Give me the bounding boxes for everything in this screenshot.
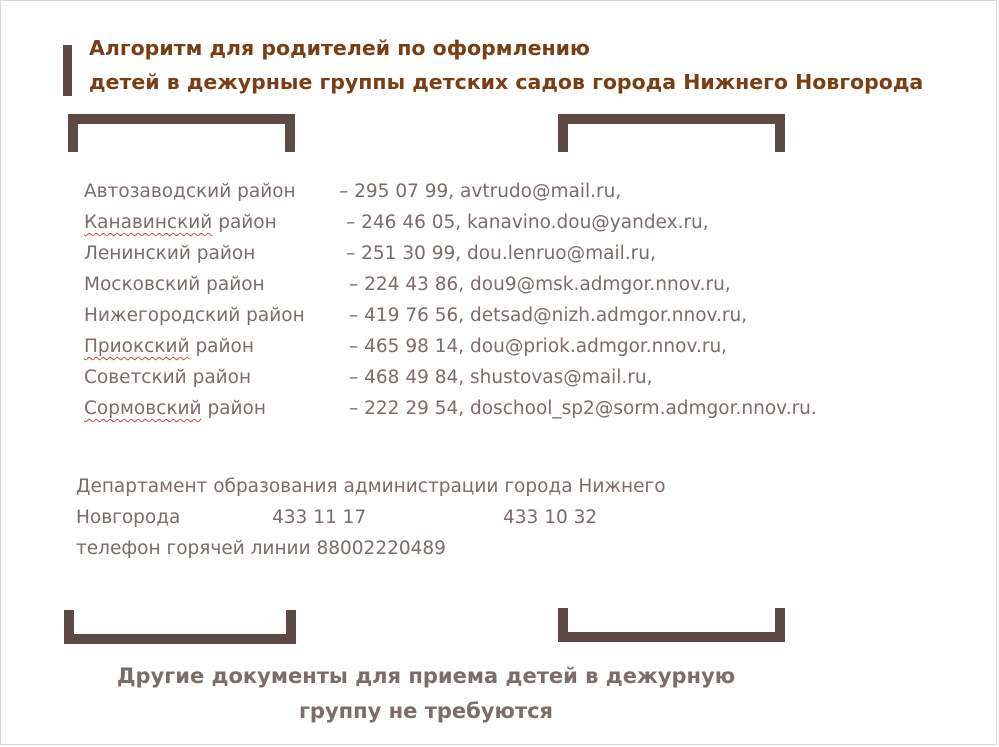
district-contact: – 222 29 54, doschool_sp2@sorm.admgor.nnov.ru. xyxy=(349,398,817,419)
district-name: Ленинский район xyxy=(84,243,256,264)
district-contact: – 465 98 14, dou@priok.admgor.nnov.ru, xyxy=(349,336,728,357)
bracket-top-left xyxy=(68,114,295,152)
bracket-top-right xyxy=(558,114,785,152)
department-line-1: Департамент образования администрации города Нижнего xyxy=(76,476,666,497)
hotline-phone: телефон горячей линии 88002220489 xyxy=(76,538,446,559)
district-contact: – 251 30 99, dou.lenruo@mail.ru, xyxy=(346,243,656,264)
district-name xyxy=(84,393,266,424)
bracket-bottom-right xyxy=(558,608,785,642)
district-name xyxy=(84,331,254,362)
district-contact: – 295 07 99, avtrudo@mail.ru, xyxy=(339,181,622,202)
footer-note xyxy=(1,659,851,729)
district-name: Нижегородский район xyxy=(84,305,305,326)
page-title xyxy=(89,31,923,99)
department-info xyxy=(76,471,666,564)
district-name: Автозаводский район xyxy=(84,181,296,202)
district-name-rest: район xyxy=(189,336,254,357)
district-name-rest: район xyxy=(212,212,277,233)
department-phone-2: 433 10 32 xyxy=(503,507,598,528)
department-phone-1: 433 11 17 xyxy=(272,507,367,528)
district-contact: – 468 49 84, shustovas@mail.ru, xyxy=(349,367,653,388)
department-line-2 xyxy=(76,502,666,533)
district-contact: – 419 76 56, detsad@nizh.admgor.nnov.ru, xyxy=(349,305,748,326)
district-name: Советский район xyxy=(84,367,252,388)
title-accent-bar xyxy=(63,45,72,96)
district-name xyxy=(84,207,277,238)
district-name: Московский район xyxy=(84,274,265,295)
district-contact: – 246 46 05, kanavino.dou@yandex.ru, xyxy=(346,212,709,233)
district-contact: – 224 43 86, dou9@msk.admgor.nnov.ru, xyxy=(349,274,731,295)
title-line-1: Алгоритм для родителей по оформлению xyxy=(89,36,590,60)
district-name-spell: Канавинский xyxy=(84,212,213,233)
bracket-bottom-left xyxy=(64,610,296,644)
footer-line-2: группу не требуются xyxy=(298,699,554,723)
title-line-2: детей в дежурные группы детских садов города Нижнего Новгорода xyxy=(89,70,924,94)
district-name-spell: Приокский xyxy=(84,336,190,357)
footer-line-1: Другие документы для приема детей в дежурную xyxy=(116,664,736,688)
district-name-spell: Сормовский xyxy=(84,398,202,419)
department-city-label: Новгорода xyxy=(76,507,181,528)
district-name-rest: район xyxy=(201,398,266,419)
